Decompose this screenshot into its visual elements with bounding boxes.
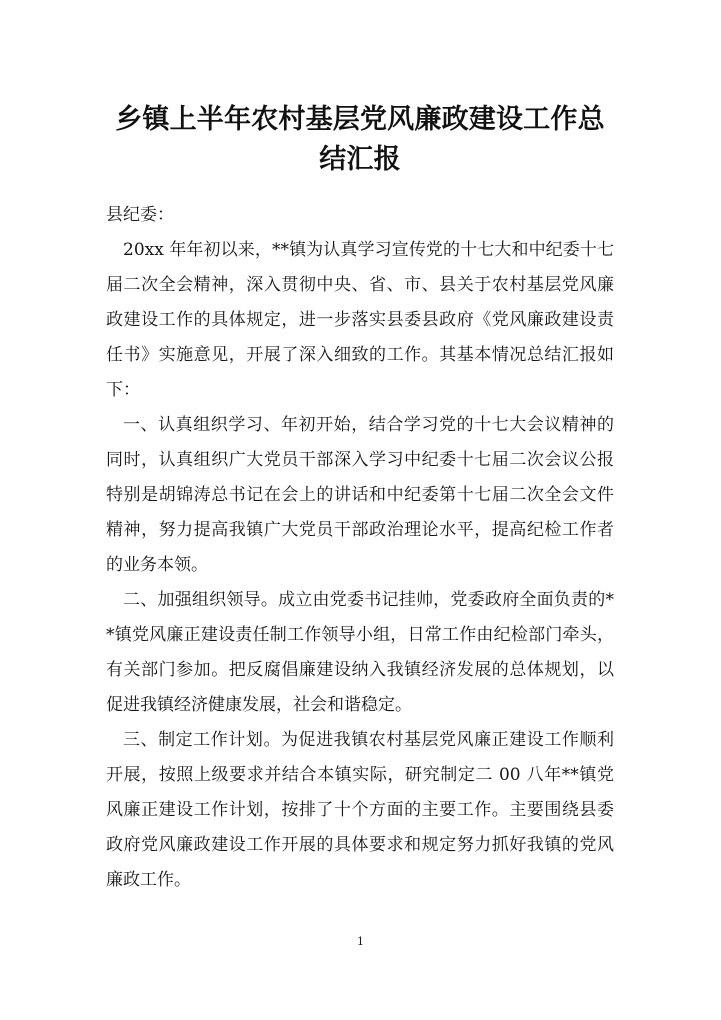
paragraph-section-two: 二、加强组织领导。成立由党委书记挂帅，党委政府全面负责的**镇党风廉正建设责任制工作领导小组，日常工作由纪检部门牵头，有关部门参加。把反腐倡廉建设纳入我镇经济发展的总体规划，以促进我镇经济健康发展，社会和谐稳定。 (106, 590, 614, 715)
page-title (106, 100, 614, 180)
paragraph-section-three: 三、制定工作计划。为促进我镇农村基层党风廉正建设工作顺利开展，按照上级要求并结合本镇实际，研究制定二 00 八年**镇党风廉正建设工作计划，按排了十个方面的主要工作。主要围绕县委政府党风廉政建设工作开展的具体要求和规定努力抓好我镇的党风廉政工作。 (106, 730, 614, 890)
page-number: 1 (357, 935, 364, 948)
paragraph-section-one: 一、认真组织学习、年初开始，结合学习党的十七大会议精神的同时，认真组织广大党员干部深入学习中纪委十七届二次会议公报特别是胡锦涛总书记在会上的讲话和中纪委第十七届二次全会文件精神，努力提高我镇广大党员干部政治理论水平，提高纪检工作者的业务本领。 (106, 415, 614, 575)
page-title-line-1: 乡镇上半年农村基层党风廉政建设工作总 (115, 104, 605, 136)
document-body (106, 198, 614, 898)
salutation-line: 县纪委： (106, 205, 174, 225)
page-footer (0, 930, 721, 949)
page-title-line-2: 结汇报 (319, 144, 401, 176)
paragraph-intro: 20xx 年年初以来，**镇为认真学习宣传党的十七大和中纪委十七届二次全会精神，深入贯彻中央、省、市、县关于农村基层党风廉政建设工作的具体规定，进一步落实县委县政府《党风廉政建设责任书》实施意见，开展了深入细致的工作。其基本情况总结汇报如下： (106, 240, 614, 400)
